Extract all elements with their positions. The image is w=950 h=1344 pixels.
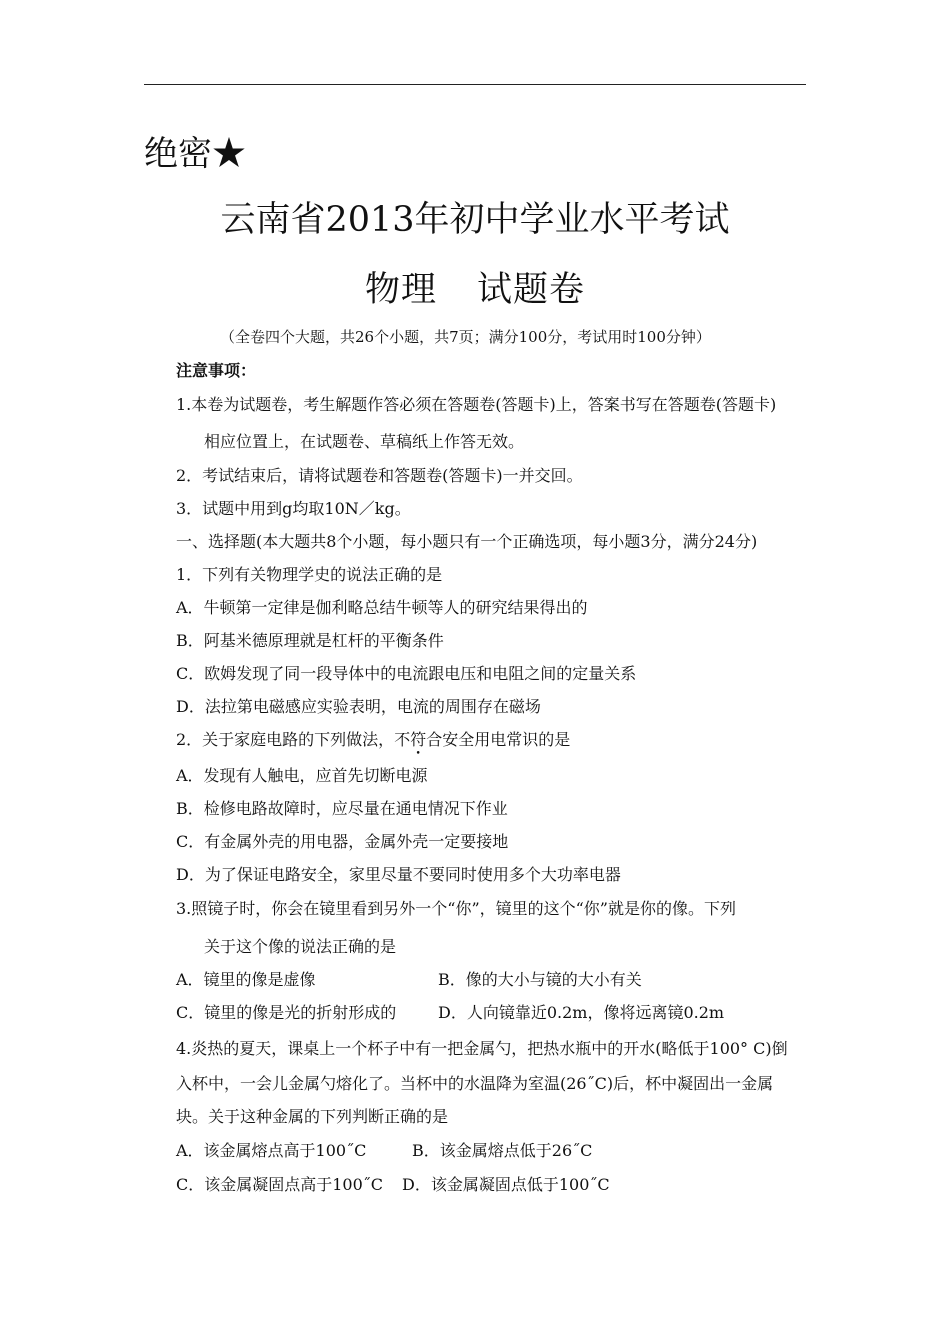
q4-option-c: C．该金属凝固点高于100˝C	[176, 1175, 384, 1194]
note-item-1: 1.本卷为试题卷，考生解题作答必须在答题卷(答题卡)上，答案书写在答题卷(答题卡)	[176, 395, 777, 414]
q4-stem-cont-1: 入杯中，一会儿金属勺熔化了。当杯中的水温降为室温(26˝C)后，杯中凝固出一金属	[176, 1074, 774, 1093]
secret-label: 绝密★	[144, 134, 246, 174]
q2-stem	[176, 730, 570, 750]
note-item-2: 2．考试结束后，请将试题卷和答题卷(答题卡)一并交回。	[176, 466, 583, 485]
q4-stem: 4.炎热的夏天，课桌上一个杯子中有一把金属勺，把热水瓶中的开水(略低于100° C)倒	[176, 1039, 788, 1058]
q2-stem-pre: 2．关于家庭电路的下列做法，	[176, 730, 395, 749]
q4-stem-cont-2: 块。关于这种金属的下列判断正确的是	[176, 1107, 449, 1126]
notes-heading: 注意事项：	[176, 361, 257, 380]
q1-stem: 1．下列有关物理学史的说法正确的是	[176, 565, 443, 584]
q3-stem-cont: 关于这个像的说法正确的是	[204, 937, 397, 956]
section-heading: 一、选择题(本大题共8个小题，每小题只有一个正确选项，每小题3分，满分24分)	[176, 532, 758, 551]
note-item-3: 3．试题中用到g均取10N／kg。	[176, 499, 411, 518]
q2-stem-post: 安全用电常识的是	[442, 730, 571, 749]
q1-option-b: B．阿基米德原理就是杠杆的平衡条件	[176, 631, 444, 650]
q3-option-d: D．人向镜靠近0.2m，像将远离镜0.2m	[438, 1003, 725, 1022]
q1-option-a: A．牛顿第一定律是伽利略总结牛顿等人的研究结果得出的	[176, 598, 588, 617]
q4-option-a: A．该金属熔点高于100˝C	[176, 1141, 367, 1160]
exam-info: （全卷四个大题，共26个小题，共7页；满分100分，考试用时100分钟）	[220, 328, 711, 346]
q2-option-c: C．有金属外壳的用电器，金属外壳一定要接地	[176, 832, 509, 851]
subject-label: 物理	[364, 270, 437, 310]
q4-option-b: B．该金属熔点低于26˝C	[412, 1141, 593, 1160]
q1-option-d: D．法拉第电磁感应实验表明，电流的周围存在磁场	[176, 697, 541, 716]
q3-option-c: C．镜里的像是光的折射形成的	[176, 1003, 397, 1022]
q2-option-a: A．发现有人触电，应首先切断电源	[176, 766, 428, 785]
paper-label: 试题卷	[477, 270, 586, 310]
exam-subtitle	[0, 262, 950, 312]
q2-option-d: D．为了保证电路安全，家里尽量不要同时使用多个大功率电器	[176, 865, 621, 884]
q1-option-c: C．欧姆发现了同一段导体中的电流跟电压和电阻之间的定量关系	[176, 664, 637, 683]
q2-option-b: B．检修电路故障时，应尽量在通电情况下作业	[176, 799, 508, 818]
q4-option-d: D．该金属凝固点低于100˝C	[402, 1175, 610, 1194]
exam-title: 云南省2013年初中学业水平考试	[220, 200, 730, 240]
q2-stem-emphasis: 不符合	[394, 730, 443, 749]
q3-option-a: A．镜里的像是虚像	[176, 970, 316, 989]
q3-option-b: B．像的大小与镜的大小有关	[438, 970, 642, 989]
q3-stem: 3.照镜子时，你会在镜里看到另外一个“你”，镜里的这个“你”就是你的像。下列	[176, 899, 736, 918]
note-item-1-cont: 相应位置上，在试题卷、草稿纸上作答无效。	[204, 432, 525, 451]
header-rule	[144, 84, 806, 85]
